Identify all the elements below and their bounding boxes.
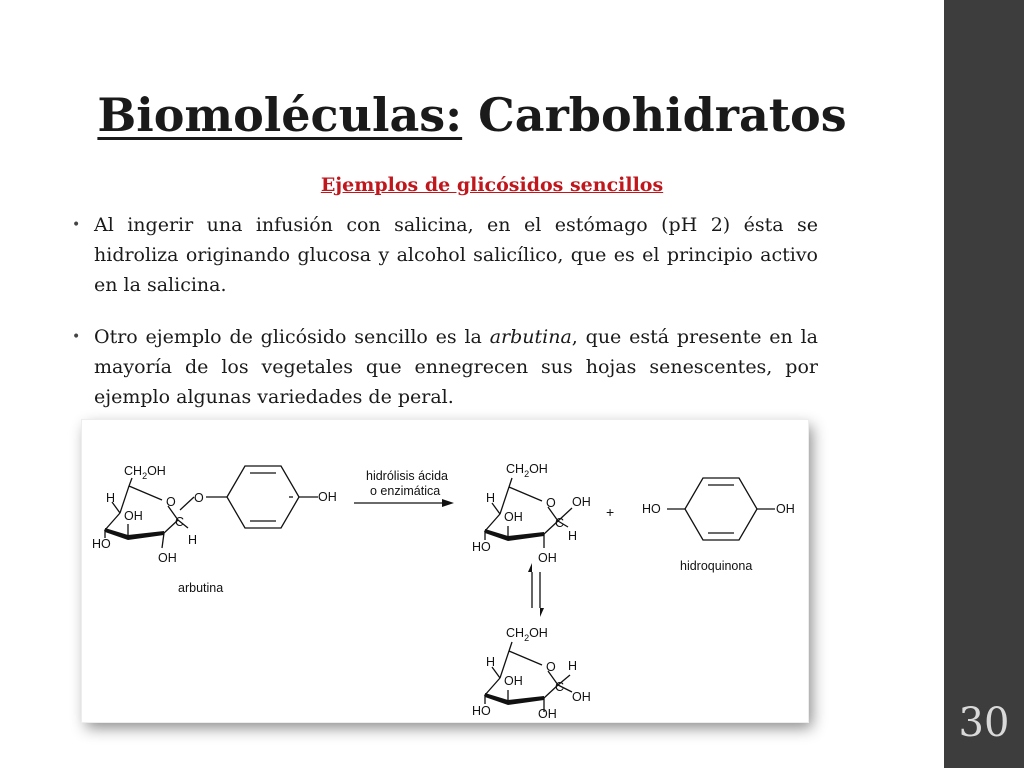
h-label: H [188,533,198,547]
anomeric-carbon-label: C [175,515,185,529]
ring-oxygen-label: O [546,660,556,674]
ho-label: HO [472,540,491,554]
page-number: 30 [958,700,1010,746]
bullet-item-arbutina [72,322,818,412]
plus-sign: + [606,504,615,520]
subtitle: Ejemplos de glicósidos sencillos [320,174,664,196]
ch2oh-label: $CH_2OH$ [506,626,548,643]
ho-label: HO [92,537,111,551]
arrow-label-line-1: hidrólisis ácida [366,469,448,483]
arbutina-label: arbutina [178,581,224,595]
oh-label: OH [158,551,177,565]
h-label: H [568,659,578,673]
oh-label: OH [504,674,523,688]
ring-oxygen-label: O [166,495,176,509]
ch2oh-label: $CH_2OH$ [124,464,166,481]
oh-label: OH [318,490,337,504]
anomeric-carbon-label: C [555,680,565,694]
h-label: H [486,491,496,505]
reaction-figure [82,420,808,722]
bullet-list [72,210,818,412]
h-label: H [486,655,496,669]
oh-label: OH [538,551,557,565]
anomeric-carbon-label: C [555,516,565,530]
ho-label: HO [642,502,661,516]
bullet-text: Al ingerir una infusión con salicina, en el estómago (pH 2) ésta se hidroliza originando glucosa y alcohol salicílico, que es el principio activo en la salicina. [94,214,818,296]
h-label: H [568,529,578,543]
oh-label: OH [504,510,523,524]
oh-label: OH [124,509,143,523]
ho-label: HO [472,704,491,718]
title-part-2: Carbohidratos [478,88,847,142]
oh-label: OH [572,690,591,704]
hydrolysis-diagram [82,420,808,722]
ch2oh-label: $CH_2OH$ [506,462,548,479]
h-label: H [106,491,116,505]
bullet-text-pre: Otro ejemplo de glicósido sencillo es la [94,326,490,348]
hydroquinone-label: hidroquinona [680,559,753,573]
glycosidic-oxygen-label: O [194,491,204,505]
sidebar-bar [944,0,1024,768]
ring-oxygen-label: O [546,496,556,510]
title-part-1: Biomoléculas: [97,88,463,142]
bullet-text-post: , que está presente en la mayoría de los vegetales que ennegrecen sus hojas senescentes, por ejemplo algunas variedades de peral. [94,326,819,408]
page-title [0,88,944,142]
bullet-item-salicina [72,210,818,300]
arbutina-term: arbutina [489,326,572,348]
oh-label: OH [776,502,795,516]
oh-label: OH [538,707,557,721]
oh-label: OH [572,495,591,509]
arrow-label-line-2: o enzimática [370,484,441,498]
